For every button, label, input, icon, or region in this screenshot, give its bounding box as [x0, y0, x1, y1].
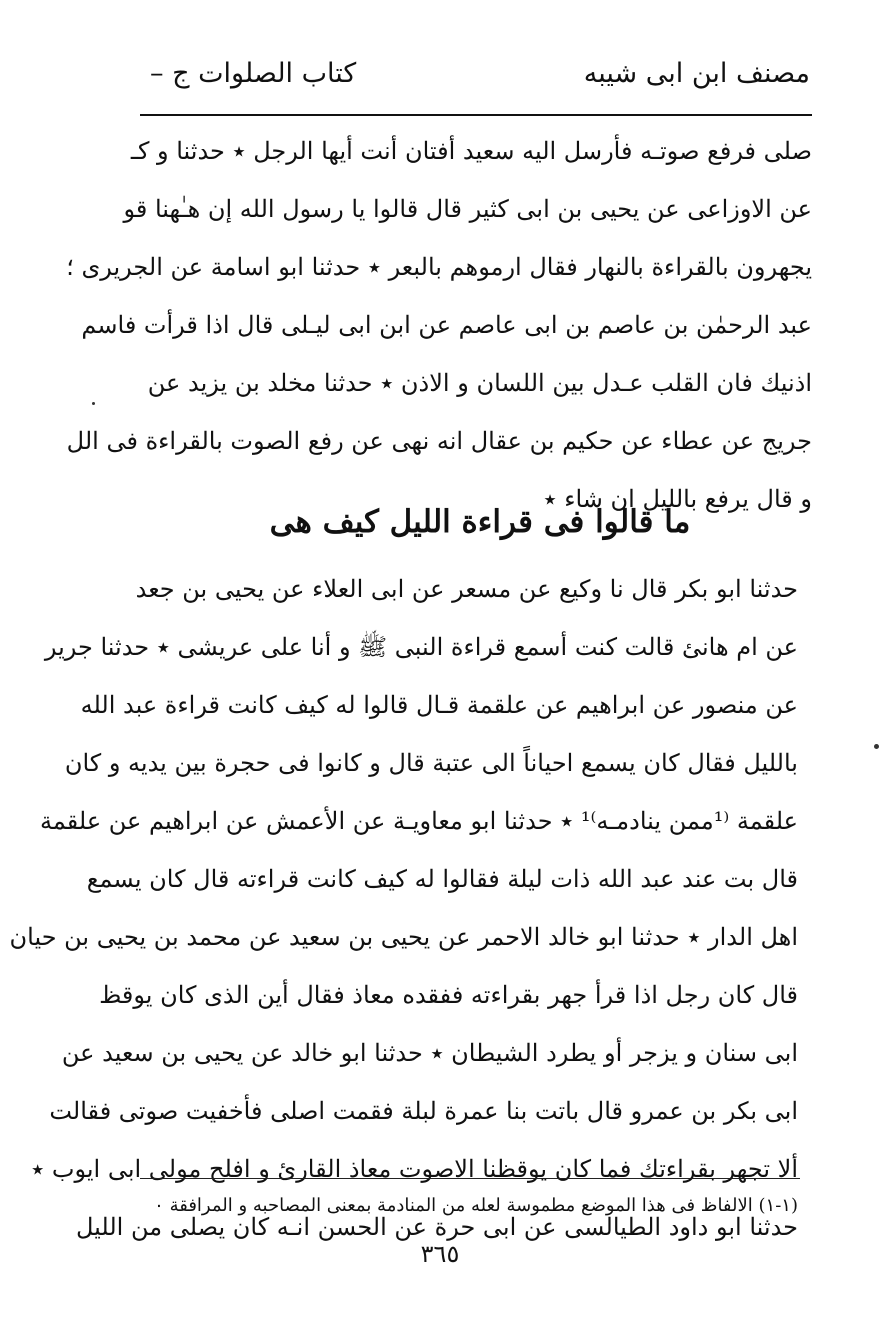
- text-line: بالليل فقال كان يسمع احياناً الى عتبة قال و كانوا فى حجرة بين يديه و كان: [64, 749, 798, 777]
- header-section-title: كتاب الصلوات ج –: [150, 58, 357, 89]
- page-number: ٣٦٥: [420, 1240, 460, 1268]
- text-line: عن منصور عن ابراهيم عن علقمة قـال قالوا له كيف كانت قراءة عبد الله: [80, 691, 798, 719]
- text-line: ألا تجهر بقراءتك فما كان يوقظنا الاصوت معاذ القارئ و افلح مولى ابى ايوب ٭: [31, 1155, 798, 1183]
- text-line: حدثنا ابو داود الطيالسى عن ابى حرة عن الحسن انـه كان يصلى من الليل: [75, 1213, 798, 1241]
- scan-speck: [92, 402, 95, 405]
- running-header: [150, 52, 810, 104]
- paragraph-1: [66, 122, 812, 528]
- text-line: صلى فرفع صوتـه فأرسل اليه سعيد أفتان أنت أيها الرجل ٭ حدثنا و كـ: [130, 137, 812, 165]
- text-line: اذنيك فان القلب عـدل بين اللسان و الاذن ٭ حدثنا مخلد بن يزيد عن: [147, 369, 812, 397]
- text-line: اهل الدار ٭ حدثنا ابو خالد الاحمر عن يحيى بن سعيد عن محمد بن يحيى بن حيان: [9, 923, 798, 951]
- text-line: قال بت عند عبد الله ذات ليلة فقالوا له كيف كانت قراءته قال كان يسمع: [86, 865, 798, 893]
- footnote: (١-١) الالفاظ فى هذا الموضع مطموسة لعله من المنادمة بمعنى المصاحبه و المرافقة ٠: [154, 1195, 798, 1216]
- text-line: علقمة ⁽¹ممن ينادمـه⁾¹ ٭ حدثنا ابو معاويـة عن الأعمش عن ابراهيم عن علقمة: [39, 807, 798, 835]
- text-line: جريج عن عطاء عن حكيم بن عقال انه نهى عن رفع الصوت بالقراءة فى الل: [66, 427, 812, 455]
- text-line: حدثنا ابو بكر قال نا وكيع عن مسعر عن ابى العلاء عن يحيى بن جعد: [135, 575, 798, 603]
- paragraph-2: [9, 560, 798, 1256]
- scan-speck: [874, 744, 879, 749]
- footnote-divider: [140, 1178, 800, 1179]
- text-line: عن الاوزاعى عن يحيى بن ابى كثير قال قالوا يا رسول الله إن هـٰهنا قو: [123, 195, 812, 223]
- text-line: و قال يرفع بالليل ان شاء ٭: [543, 485, 812, 513]
- chapter-heading: ما قالوا فى قراءة الليل كيف هى: [269, 504, 691, 540]
- text-line: عن ام هانئ قالت كنت أسمع قراءة النبى ﷺ و أنا على عريشى ٭ حدثنا جرير: [44, 633, 798, 661]
- text-line: ابى بكر بن عمرو قال باتت بنا عمرة لبلة فقمت اصلى فأخفيت صوتى فقالت: [49, 1097, 798, 1125]
- text-line: ابى سنان و يزجر أو يطرد الشيطان ٭ حدثنا ابو خالد عن يحيى بن سعيد عن: [61, 1039, 798, 1067]
- text-line: يجهرون بالقراءة بالنهار فقال ارموهم بالبعر ٭ حدثنا ابو اسامة عن الجريرى ؛: [66, 253, 812, 281]
- text-line: عبد الرحمٰن بن عاصم بن ابى عاصم عن ابن ابى ليـلى قال اذا قرأت فاسم: [81, 311, 812, 339]
- text-line: قال كان رجل اذا قرأ جهر بقراءته ففقده معاذ فقال أين الذى كان يوقظ: [99, 981, 798, 1009]
- header-divider: [140, 114, 812, 116]
- header-book-title: مصنف ابن ابى شيبه: [583, 58, 810, 89]
